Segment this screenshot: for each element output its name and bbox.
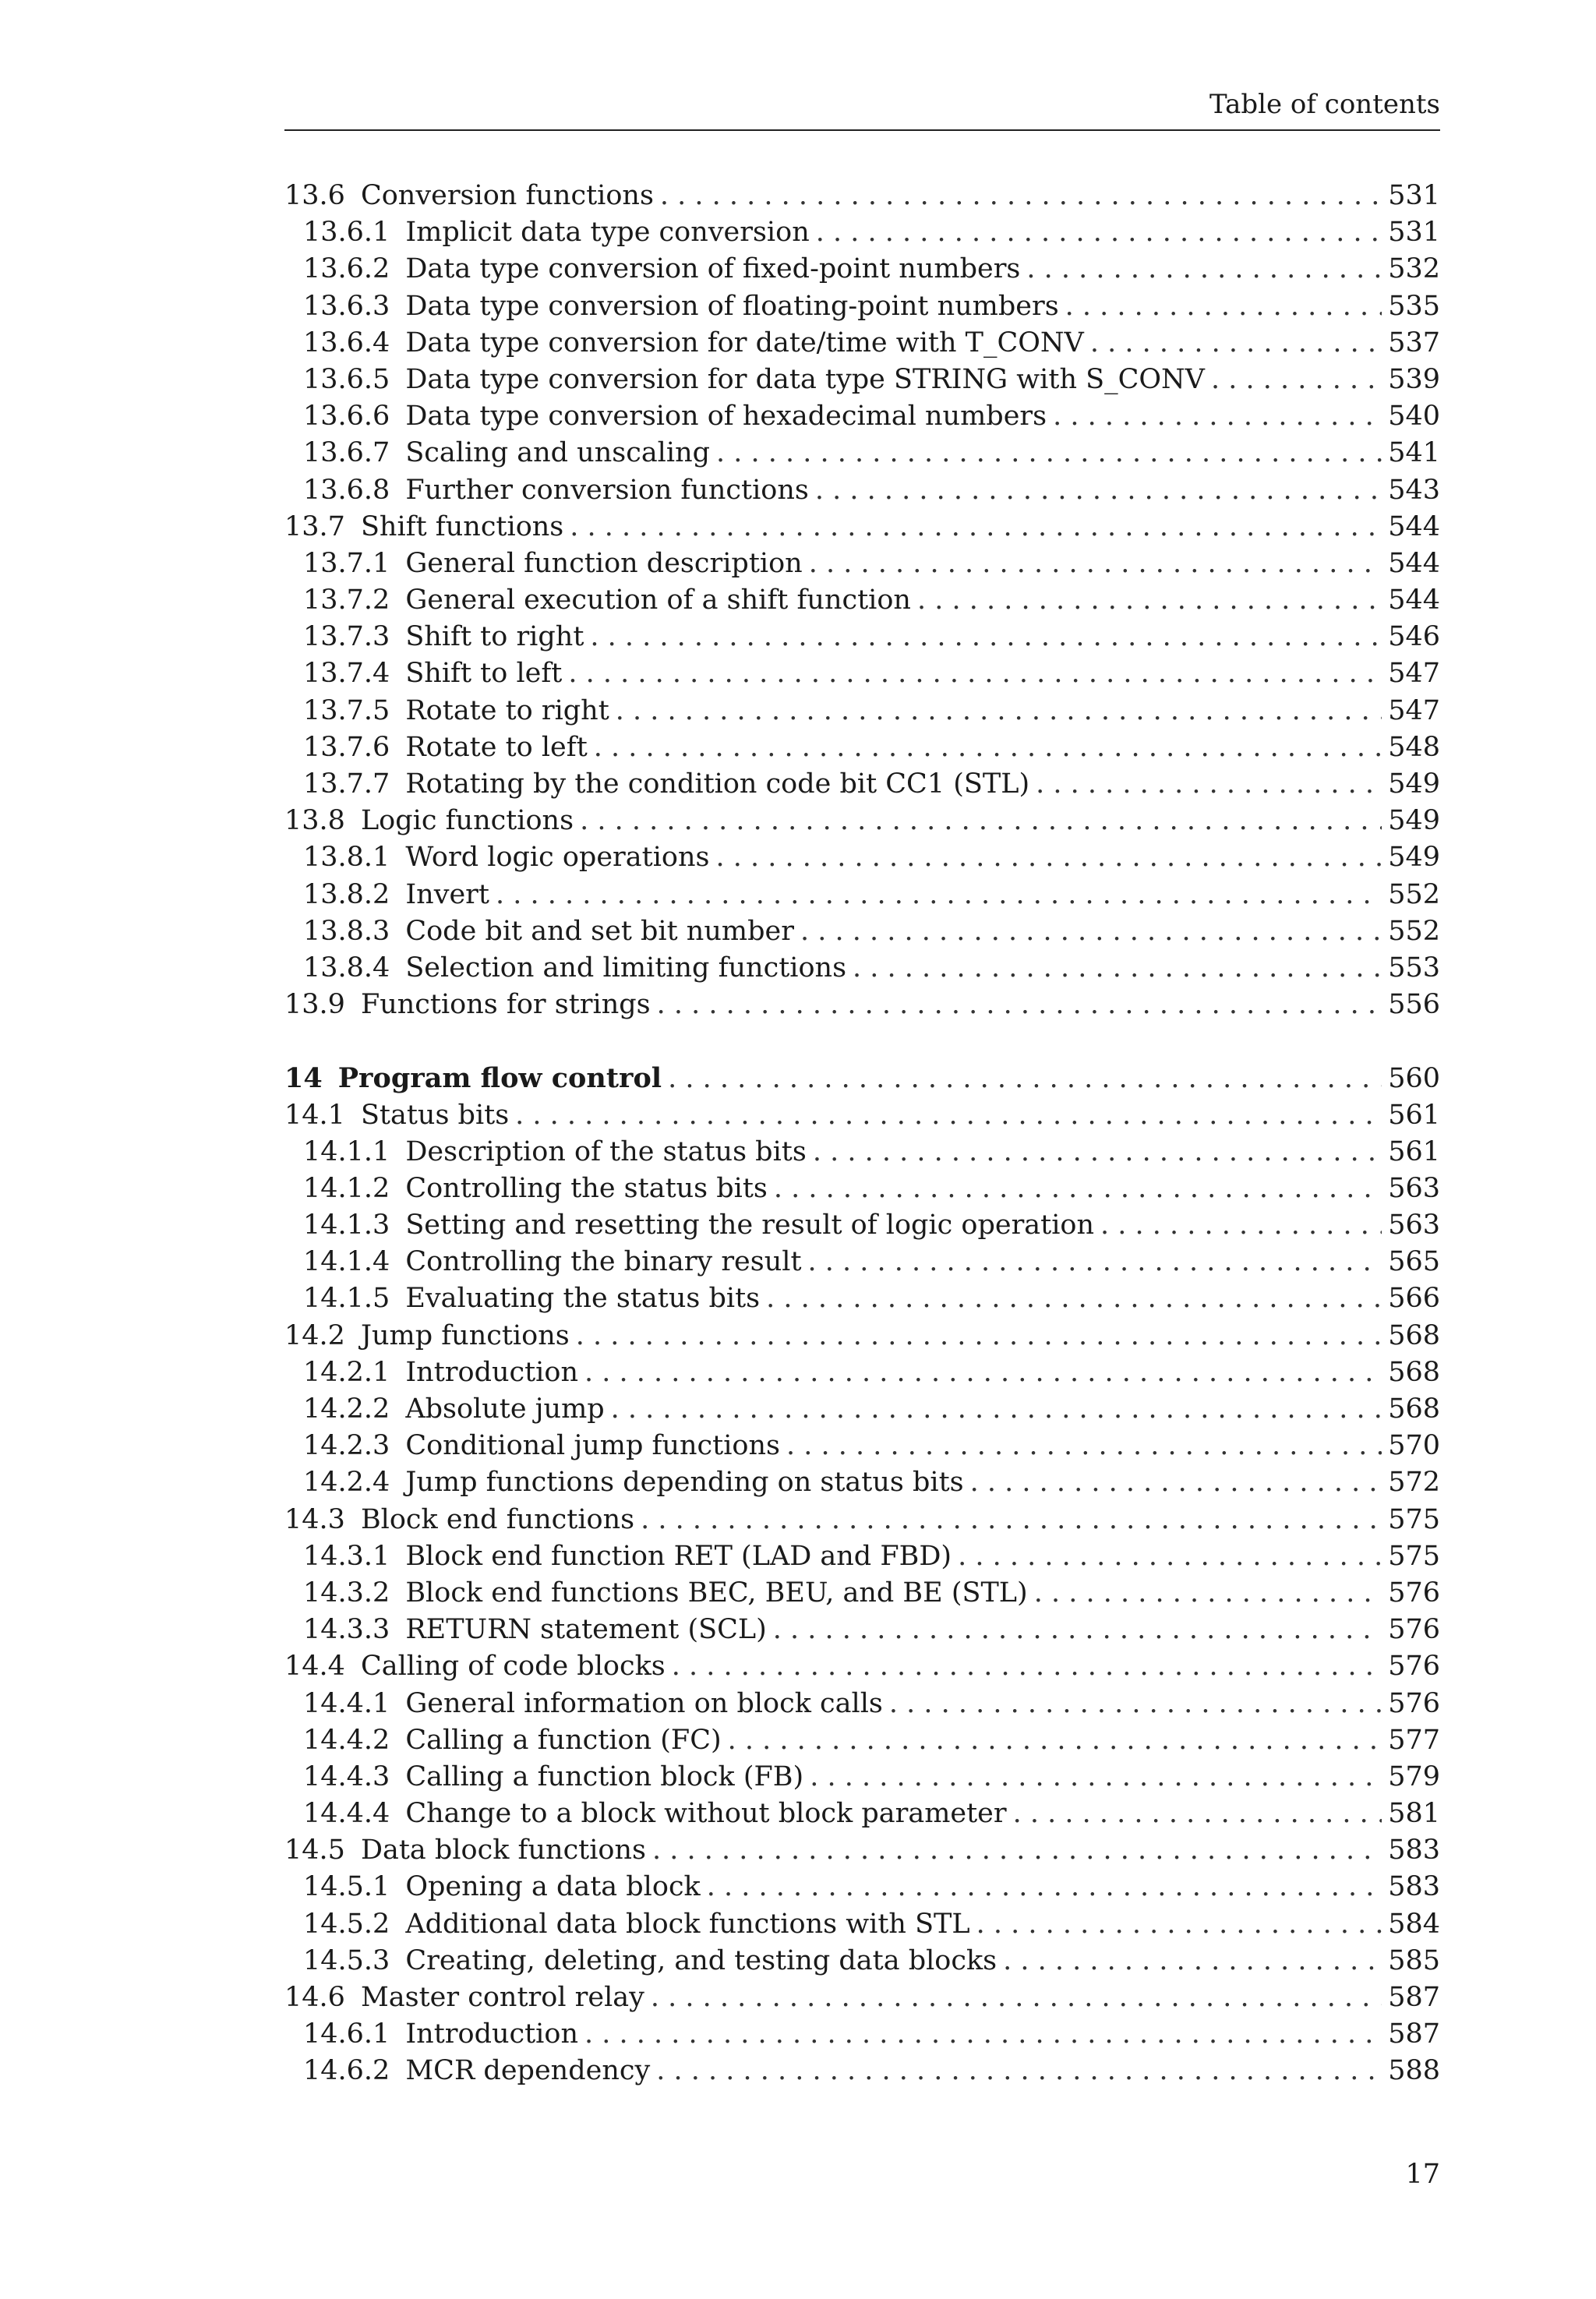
dot-leader: [808, 1244, 1382, 1280]
toc-entry[interactable]: [284, 655, 1440, 692]
dot-leader: [773, 1612, 1382, 1648]
dot-leader: [853, 950, 1382, 987]
toc-chapter-entry[interactable]: [284, 1060, 1440, 1097]
toc-entry-page: 549: [1388, 842, 1440, 874]
toc-entry[interactable]: [284, 1943, 1440, 1979]
toc-entry[interactable]: [284, 1906, 1440, 1943]
toc-entry[interactable]: [284, 509, 1440, 546]
toc-entry-title: Rotate to left: [405, 731, 588, 763]
toc-entry-page: 548: [1388, 731, 1440, 763]
toc-entry-page: 539: [1388, 363, 1440, 395]
toc-entry-number: 14.2.3: [303, 1430, 390, 1462]
toc-entry-page: 583: [1388, 1871, 1440, 1903]
toc-entry-number: 14.4.3: [303, 1760, 390, 1792]
toc-entry[interactable]: [284, 582, 1440, 619]
toc-entry-number: 13.6.4: [303, 327, 390, 358]
toc-entry-title: Calling a function (FC): [405, 1724, 722, 1756]
toc-entry-number: 14.1.2: [303, 1172, 390, 1204]
dot-leader: [584, 1354, 1382, 1391]
dot-leader: [707, 1869, 1382, 1905]
toc-entry-page: 549: [1388, 805, 1440, 837]
toc-entry[interactable]: [284, 398, 1440, 435]
toc-entry[interactable]: [284, 1318, 1440, 1354]
toc-entry-number: 14.1.1: [303, 1135, 390, 1167]
toc-entry-title: Additional data block functions with STL: [405, 1908, 970, 1940]
toc-entry-page: 570: [1388, 1430, 1440, 1462]
toc-entry-title: Data type conversion for data type STRING with S_CONV: [405, 363, 1205, 395]
dot-leader: [1013, 1796, 1382, 1832]
toc-entry-title: RETURN statement (SCL): [405, 1614, 767, 1646]
toc-entry[interactable]: [284, 1502, 1440, 1538]
toc-entry[interactable]: [284, 472, 1440, 509]
dot-leader: [774, 1171, 1382, 1207]
toc-entry-page: 556: [1388, 989, 1440, 1021]
toc-entry-number: 13.7.2: [303, 584, 390, 616]
toc-entry-title: Setting and resetting the result of logic operation: [405, 1210, 1095, 1241]
toc-entry-number: 14.1: [284, 1099, 345, 1131]
toc-entry-title: Scaling and unscaling: [405, 437, 711, 469]
dot-leader: [766, 1280, 1382, 1317]
toc-entry-number: 13.6.6: [303, 401, 390, 433]
toc-entry-number: 13.7.7: [303, 768, 390, 800]
dot-leader: [660, 178, 1382, 214]
toc-entry[interactable]: [284, 1796, 1440, 1832]
dot-leader: [815, 472, 1382, 509]
dot-leader: [809, 546, 1382, 582]
toc-entry-page: 544: [1388, 510, 1440, 542]
dot-leader: [668, 1061, 1382, 1097]
toc-entry-title: Word logic operations: [405, 842, 710, 874]
toc-entry-page: 568: [1388, 1319, 1440, 1351]
toc-entry-title: Introduction: [405, 1356, 578, 1388]
dot-leader: [1034, 1575, 1382, 1612]
toc-entry-page: 547: [1388, 694, 1440, 726]
toc-entry-title: Logic functions: [360, 805, 574, 837]
toc-entry[interactable]: [284, 1207, 1440, 1244]
dot-leader: [786, 1428, 1382, 1464]
toc-entry-page: 576: [1388, 1577, 1440, 1609]
dot-leader: [1026, 251, 1382, 288]
toc-entry-page: 576: [1388, 1651, 1440, 1683]
toc-entry-page: 576: [1388, 1614, 1440, 1646]
toc-entry-number: 14.4.1: [303, 1687, 390, 1719]
toc-entry-title: Invert: [405, 878, 489, 910]
toc-entry-title: Jump functions: [360, 1319, 570, 1351]
toc-entry-number: 14.3: [284, 1503, 345, 1535]
toc-entry-number: 14.3.3: [303, 1614, 390, 1646]
toc-entry-title: Conditional jump functions: [405, 1430, 780, 1462]
toc-entry[interactable]: [284, 178, 1440, 214]
toc-entry-number: 14.6.1: [303, 2018, 390, 2050]
toc-entry-page: 541: [1388, 437, 1440, 469]
toc-entry-number: 13.8: [284, 805, 345, 837]
toc-entry-number: 13.6.1: [303, 217, 390, 249]
toc-entry-title: Introduction: [405, 2018, 578, 2050]
dot-leader: [584, 2016, 1382, 2053]
toc-entry-page: 566: [1388, 1283, 1440, 1315]
toc-entry[interactable]: [284, 950, 1440, 987]
toc-entry-page: 544: [1388, 584, 1440, 616]
dot-leader: [800, 913, 1382, 950]
toc-entry-title: Calling of code blocks: [360, 1651, 666, 1683]
toc-entry-title: Description of the status bits: [405, 1135, 807, 1167]
toc-entry-title: General function description: [405, 547, 803, 579]
toc-entry-page: 576: [1388, 1687, 1440, 1719]
dot-leader: [958, 1538, 1382, 1575]
dot-leader: [816, 214, 1382, 251]
toc-entry-title: General information on block calls: [405, 1687, 883, 1719]
dot-leader: [1100, 1207, 1382, 1244]
toc-entry[interactable]: [284, 214, 1440, 251]
toc-entry[interactable]: [284, 1979, 1440, 2016]
toc-entry-page: 543: [1388, 474, 1440, 506]
toc-entry[interactable]: [284, 619, 1440, 655]
toc-entry-page: 549: [1388, 768, 1440, 800]
toc-entry-title: Block end functions BEC, BEU, and BE (STL): [405, 1577, 1028, 1609]
toc-entry-page: 547: [1388, 658, 1440, 690]
toc-entry-number: 14.6.2: [303, 2055, 390, 2087]
dot-leader: [594, 729, 1382, 766]
toc-entry[interactable]: [284, 1171, 1440, 1207]
toc-entry[interactable]: [284, 877, 1440, 913]
toc-entry-number: 13.7.4: [303, 658, 390, 690]
toc-entry[interactable]: [284, 1612, 1440, 1648]
toc-entry[interactable]: [284, 987, 1440, 1023]
toc-entry[interactable]: [284, 1428, 1440, 1464]
toc-entry-number: 14.5: [284, 1835, 345, 1866]
toc-entry-page: 560: [1388, 1063, 1440, 1095]
toc-entry-title: Opening a data block: [405, 1871, 701, 1903]
toc-entry-title: Evaluating the status bits: [405, 1283, 761, 1315]
toc-entry-title: Absolute jump: [405, 1393, 605, 1425]
toc-entry-number: 13.6.3: [303, 290, 390, 322]
toc-entry-number: 14.3.2: [303, 1577, 390, 1609]
toc-entry-number: 14: [284, 1062, 323, 1095]
toc-entry-page: 575: [1388, 1540, 1440, 1572]
toc-entry-page: 587: [1388, 1982, 1440, 2013]
toc-entry-title: Shift functions: [360, 510, 564, 542]
toc-entry-page: 561: [1388, 1099, 1440, 1131]
dot-leader: [496, 877, 1382, 913]
toc-entry[interactable]: [284, 1354, 1440, 1391]
toc-entry-title: Block end functions: [360, 1503, 635, 1535]
toc-entry-title: Program flow control: [337, 1062, 662, 1095]
toc-entry-page: 552: [1388, 878, 1440, 910]
toc-entry-page: 535: [1388, 290, 1440, 322]
toc-entry-number: 13.8.2: [303, 878, 390, 910]
toc-entry-number: 14.1.3: [303, 1210, 390, 1241]
toc-entry[interactable]: [284, 1134, 1440, 1171]
toc-entry-number: 14.2.1: [303, 1356, 390, 1388]
toc-entry[interactable]: [284, 2053, 1440, 2089]
toc-entry-number: 13.6.7: [303, 437, 390, 469]
toc-entry[interactable]: [284, 839, 1440, 876]
toc-entry-page: 537: [1388, 327, 1440, 358]
toc-entry-title: Controlling the status bits: [405, 1172, 768, 1204]
toc-entry-title: Selection and limiting functions: [405, 952, 847, 984]
toc-entry[interactable]: [284, 1759, 1440, 1796]
dot-leader: [672, 1648, 1382, 1685]
toc-entry-page: 553: [1388, 952, 1440, 984]
toc-entry-title: Rotate to right: [405, 694, 609, 726]
toc-entry-number: 13.8.3: [303, 915, 390, 947]
dot-leader: [590, 619, 1382, 655]
toc-entry-number: 14.4: [284, 1651, 345, 1683]
toc-entry[interactable]: [284, 766, 1440, 803]
toc-entry-title: General execution of a shift function: [405, 584, 911, 616]
toc-entry-page: 565: [1388, 1246, 1440, 1278]
toc-entry-number: 13.8.1: [303, 842, 390, 874]
dot-leader: [616, 693, 1382, 729]
toc-entry-number: 13.7.3: [303, 621, 390, 653]
toc-entry[interactable]: [284, 729, 1440, 766]
toc-entry[interactable]: [284, 1391, 1440, 1428]
toc-entry-title: Master control relay: [360, 1982, 644, 2013]
toc-entry-title: Conversion functions: [360, 180, 654, 211]
toc-entry[interactable]: [284, 1648, 1440, 1685]
toc-entry-number: 14.4.4: [303, 1798, 390, 1830]
dot-leader: [1036, 766, 1382, 803]
toc-entry-page: 579: [1388, 1760, 1440, 1792]
toc-entry[interactable]: [284, 1869, 1440, 1905]
toc-entry-title: Controlling the binary result: [405, 1246, 802, 1278]
toc-entry-page: 532: [1388, 253, 1440, 285]
toc-entry-number: 14.2.2: [303, 1393, 390, 1425]
page-number: 17: [1405, 2159, 1440, 2190]
toc-entry-number: 13.7.6: [303, 731, 390, 763]
dot-leader: [568, 655, 1382, 692]
toc-entry[interactable]: [284, 1097, 1440, 1134]
toc-entry-number: 14.5.3: [303, 1944, 390, 1976]
toc-entry-page: 544: [1388, 547, 1440, 579]
toc-entry-number: 13.6.8: [303, 474, 390, 506]
dot-leader: [917, 582, 1382, 619]
toc-entry-page: 581: [1388, 1798, 1440, 1830]
dot-leader: [1053, 398, 1382, 435]
toc-entry-page: 575: [1388, 1503, 1440, 1535]
toc-entry-number: 13.7.1: [303, 547, 390, 579]
toc-entry[interactable]: [284, 546, 1440, 582]
toc-entry-page: 561: [1388, 1135, 1440, 1167]
toc-entry-page: 577: [1388, 1724, 1440, 1756]
toc-entry-title: Creating, deleting, and testing data blocks: [405, 1944, 998, 1976]
toc-entry-page: 531: [1388, 217, 1440, 249]
dot-leader: [657, 987, 1382, 1023]
toc-entry[interactable]: [284, 288, 1440, 325]
dot-leader: [889, 1686, 1382, 1722]
toc-entry-title: MCR dependency: [405, 2055, 651, 2087]
dot-leader: [580, 803, 1382, 839]
toc-entry-title: Data type conversion of hexadecimal numbers: [405, 401, 1047, 433]
toc-entry-title: Shift to left: [405, 658, 563, 690]
toc-entry-title: Data block functions: [360, 1835, 647, 1866]
toc-entry-page: 568: [1388, 1356, 1440, 1388]
toc-entry-number: 13.6: [284, 180, 345, 211]
toc-entry-number: 14.1.4: [303, 1246, 390, 1278]
header-rule: [284, 129, 1440, 131]
dot-leader: [1211, 362, 1382, 398]
toc-entry-title: Data type conversion of floating-point numbers: [405, 290, 1059, 322]
toc-entry-title: Data type conversion of fixed-point numbers: [405, 253, 1021, 285]
toc-entry-number: 14.6: [284, 1982, 345, 2013]
toc-entry-title: Calling a function block (FB): [405, 1760, 804, 1792]
toc-entry-page: 563: [1388, 1172, 1440, 1204]
toc-entry[interactable]: [284, 1575, 1440, 1612]
toc-entry[interactable]: [284, 1244, 1440, 1280]
dot-leader: [641, 1502, 1382, 1538]
toc-entry-page: 583: [1388, 1835, 1440, 1866]
dot-leader: [1003, 1943, 1382, 1979]
toc-entry-number: 14.2.4: [303, 1467, 390, 1499]
toc-entry-number: 14.5.1: [303, 1871, 390, 1903]
toc-entry-title: Functions for strings: [360, 989, 651, 1021]
table-of-contents: [284, 178, 1440, 2090]
toc-entry[interactable]: [284, 1686, 1440, 1722]
dot-leader: [652, 1832, 1382, 1869]
dot-leader: [570, 509, 1382, 546]
toc-entry-title: Shift to right: [405, 621, 584, 653]
toc-entry[interactable]: [284, 435, 1440, 471]
toc-entry-page: 587: [1388, 2018, 1440, 2050]
toc-entry-title: Rotating by the condition code bit CC1 (STL): [405, 768, 1030, 800]
toc-entry-page: 572: [1388, 1467, 1440, 1499]
dot-leader: [716, 435, 1382, 471]
toc-entry[interactable]: [284, 362, 1440, 398]
toc-entry-title: Implicit data type conversion: [405, 217, 810, 249]
dot-leader: [813, 1134, 1382, 1171]
toc-entry[interactable]: [284, 325, 1440, 362]
running-header: Table of contents: [1209, 89, 1440, 120]
toc-entry[interactable]: [284, 803, 1440, 839]
toc-entry-page: 585: [1388, 1944, 1440, 1976]
toc-entry[interactable]: [284, 1832, 1440, 1869]
toc-entry-number: 13.6.2: [303, 253, 390, 285]
toc-entry-title: Status bits: [360, 1099, 510, 1131]
toc-entry-number: 14.2: [284, 1319, 345, 1351]
toc-entry-page: 588: [1388, 2055, 1440, 2087]
toc-entry-title: Block end function RET (LAD and FBD): [405, 1540, 952, 1572]
dot-leader: [728, 1722, 1382, 1759]
toc-entry[interactable]: [284, 693, 1440, 729]
toc-entry-number: 14.3.1: [303, 1540, 390, 1572]
toc-entry-title: Data type conversion for date/time with T_CONV: [405, 327, 1084, 358]
toc-entry-title: Change to a block without block parameter: [405, 1798, 1007, 1830]
toc-entry-page: 563: [1388, 1210, 1440, 1241]
toc-entry-page: 568: [1388, 1393, 1440, 1425]
toc-entry-page: 552: [1388, 915, 1440, 947]
toc-entry-number: 13.6.5: [303, 363, 390, 395]
toc-entry-page: 584: [1388, 1908, 1440, 1940]
toc-entry-number: 13.9: [284, 989, 345, 1021]
toc-entry-number: 13.8.4: [303, 952, 390, 984]
toc-entry-page: 546: [1388, 621, 1440, 653]
toc-entry-page: 540: [1388, 401, 1440, 433]
dot-leader: [1065, 288, 1382, 325]
toc-entry[interactable]: [284, 1464, 1440, 1501]
dot-leader: [1090, 325, 1382, 362]
toc-entry-title: Jump functions depending on status bits: [405, 1467, 964, 1499]
toc-entry-number: 14.5.2: [303, 1908, 390, 1940]
dot-leader: [970, 1464, 1382, 1501]
toc-entry[interactable]: [284, 913, 1440, 950]
dot-leader: [611, 1391, 1382, 1428]
toc-entry-page: 531: [1388, 180, 1440, 211]
toc-entry[interactable]: [284, 1722, 1440, 1759]
toc-entry-number: 13.7: [284, 510, 345, 542]
dot-leader: [515, 1097, 1382, 1134]
toc-entry-title: Code bit and set bit number: [405, 915, 794, 947]
dot-leader: [651, 1979, 1382, 2016]
toc-entry-number: 14.4.2: [303, 1724, 390, 1756]
toc-entry[interactable]: [284, 1280, 1440, 1317]
toc-entry-number: 13.7.5: [303, 694, 390, 726]
dot-leader: [976, 1906, 1382, 1943]
dot-leader: [656, 2053, 1382, 2089]
toc-entry[interactable]: [284, 1538, 1440, 1575]
dot-leader: [810, 1759, 1382, 1796]
dot-leader: [715, 839, 1382, 876]
toc-entry[interactable]: [284, 2016, 1440, 2053]
toc-entry-title: Further conversion functions: [405, 474, 809, 506]
dot-leader: [576, 1318, 1382, 1354]
toc-entry-number: 14.1.5: [303, 1283, 390, 1315]
toc-entry[interactable]: [284, 251, 1440, 288]
